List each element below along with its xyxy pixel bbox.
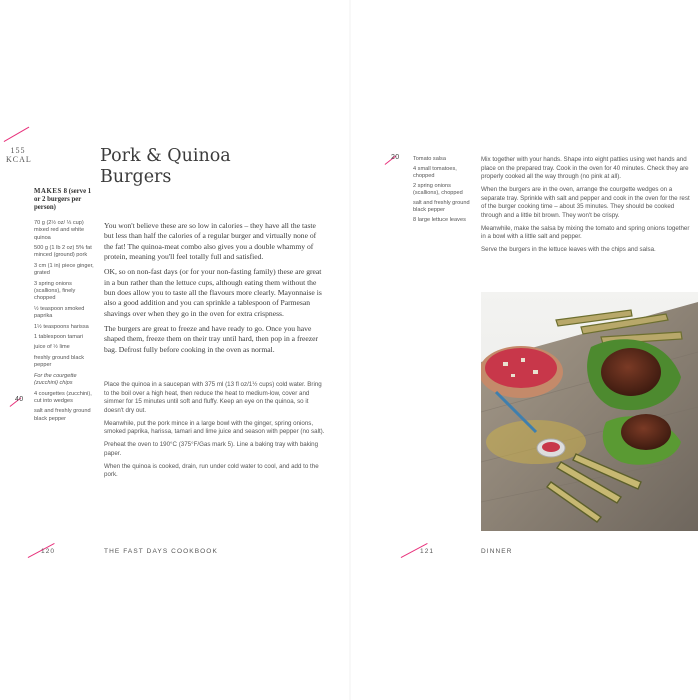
kcal-accent-line [4, 127, 30, 143]
right-page [350, 0, 700, 700]
method-step: Place the quinoa in a saucepan with 375 ml (13 fl oz/1½ cups) cold water. Bring to the boil over a high heat, then reduce the heat to medium-low, cover and simmer for 15 minutes until soft and fluffy. Keep an eye on the quinoa, so it doesn't dry out. [104, 381, 322, 414]
recipe-intro [104, 221, 326, 360]
method-step: When the quinoa is cooked, drain, run under cold water to cool, and add to the pork. [104, 462, 319, 479]
method-step: Mix together with your hands. Shape into eight patties using wet hands and place on the prepared tray. Cook in the oven for 40 minutes. Check they are properly cooked all the way through (no pink at all). [481, 156, 689, 181]
ingredient-subheading: For the courgette (zucchini) chips [34, 372, 77, 387]
ingredient-item: 1½ teaspoons harissa [34, 323, 89, 330]
ingredient-subheading: Tomato salsa [413, 156, 446, 162]
intro-paragraph: You won't believe these are so low in calories – they have all the taste but less than half the calories of a regular burger and virtually none of the fat! The quinoa-meat combo also gives you a double whammy of protein, meaning you'll feel totally full and satisfied. [104, 221, 317, 262]
burger-photo [481, 292, 698, 531]
method-step: Serve the burgers in the lettuce leaves with the chips and salsa. [481, 246, 656, 254]
makes-yield [34, 188, 96, 213]
time-marker: 40 [15, 396, 24, 403]
ingredient-item: 4 small tomatoes, chopped [413, 165, 457, 180]
ingredient-item: juice of ½ lime [34, 344, 70, 351]
ingredient-item: ½ teaspoon smoked paprika [34, 305, 85, 320]
ingredient-item: 4 courgettes (zucchini), cut into wedges [34, 390, 92, 404]
ingredient-item: salt and freshly ground black pepper [413, 199, 470, 214]
intro-paragraph: OK, so on non-fast days (or for your non-fasting family) these are great in a bun rather than the lettuce cups, although eating them without the bun does allow you to taste all the flavours more clearly. Mayonnaise is also a good addition and you can sprinkle a tablespoon of Parmesan shavings over when they go in the oven for extra crispness. [104, 267, 322, 318]
method-step: Meanwhile, make the salsa by mixing the tomato and spring onions together in a bowl with a little salt and pepper. [481, 224, 690, 241]
ingredient-item: 1 tablespoon tamari [34, 333, 84, 340]
ingredient-item: 500 g (1 lb 2 oz) 5% fat minced (ground) pork [34, 245, 92, 259]
running-head: THE FAST DAYS COOKBOOK [104, 548, 218, 555]
intro-paragraph: The burgers are great to freeze and have ready to go. Once you have shaped them, freeze them on their tray until hard, then pop in a freezer bag. Defrost fully before cooking in the oven as normal. [104, 323, 319, 354]
ingredient-item: 3 cm (1 in) piece ginger, grated [34, 262, 94, 277]
makes-label: MAKES [34, 188, 62, 195]
running-head: DINNER [481, 548, 513, 555]
method-step: Preheat the oven to 190°C (375°F/Gas mark 5). Line a baking tray with baking paper. [104, 441, 319, 457]
calorie-badge [6, 146, 30, 164]
recipe-method [104, 381, 326, 484]
kcal-unit: KCAL [6, 155, 32, 164]
ingredient-item: 8 large lettuce leaves [413, 217, 466, 224]
ingredient-item: 70 g (2½ oz/ ⅓ cup) mixed red and white quinoa [34, 220, 85, 241]
recipe-method [481, 156, 694, 259]
kcal-value: 155 [10, 146, 26, 155]
page-number: 121 [420, 548, 435, 555]
method-step: When the burgers are in the oven, arrange the courgette wedges on a separate tray. Sprinkle with salt and pepper and cook in the oven for the rest of the burger cooking time – about 35 minutes. They should be cooked through and a little bit brown. They won't be crispy. [481, 186, 690, 219]
makes-value: 8 (serve 1 or 2 burgers per person) [34, 188, 92, 212]
ingredient-list [34, 220, 96, 426]
food-illustration [481, 292, 698, 531]
ingredient-item: 2 spring onions (scallions), chopped [413, 182, 463, 197]
method-step: Meanwhile, put the pork mince in a large bowl with the ginger, spring onions, smoked paprika, harissa, tamari and lime juice and season with pepper (no salt). [104, 419, 325, 436]
time-marker: 20 [391, 154, 400, 161]
ingredient-item: 3 spring onions (scallions), finely chopped [34, 280, 76, 302]
recipe-title: Pork & Quinoa Burgers [100, 146, 231, 187]
ingredient-list [413, 156, 475, 227]
ingredient-item: freshly ground black pepper [34, 354, 85, 369]
ingredient-item: salt and freshly ground black pepper [34, 408, 91, 422]
page-number: 120 [41, 548, 56, 555]
